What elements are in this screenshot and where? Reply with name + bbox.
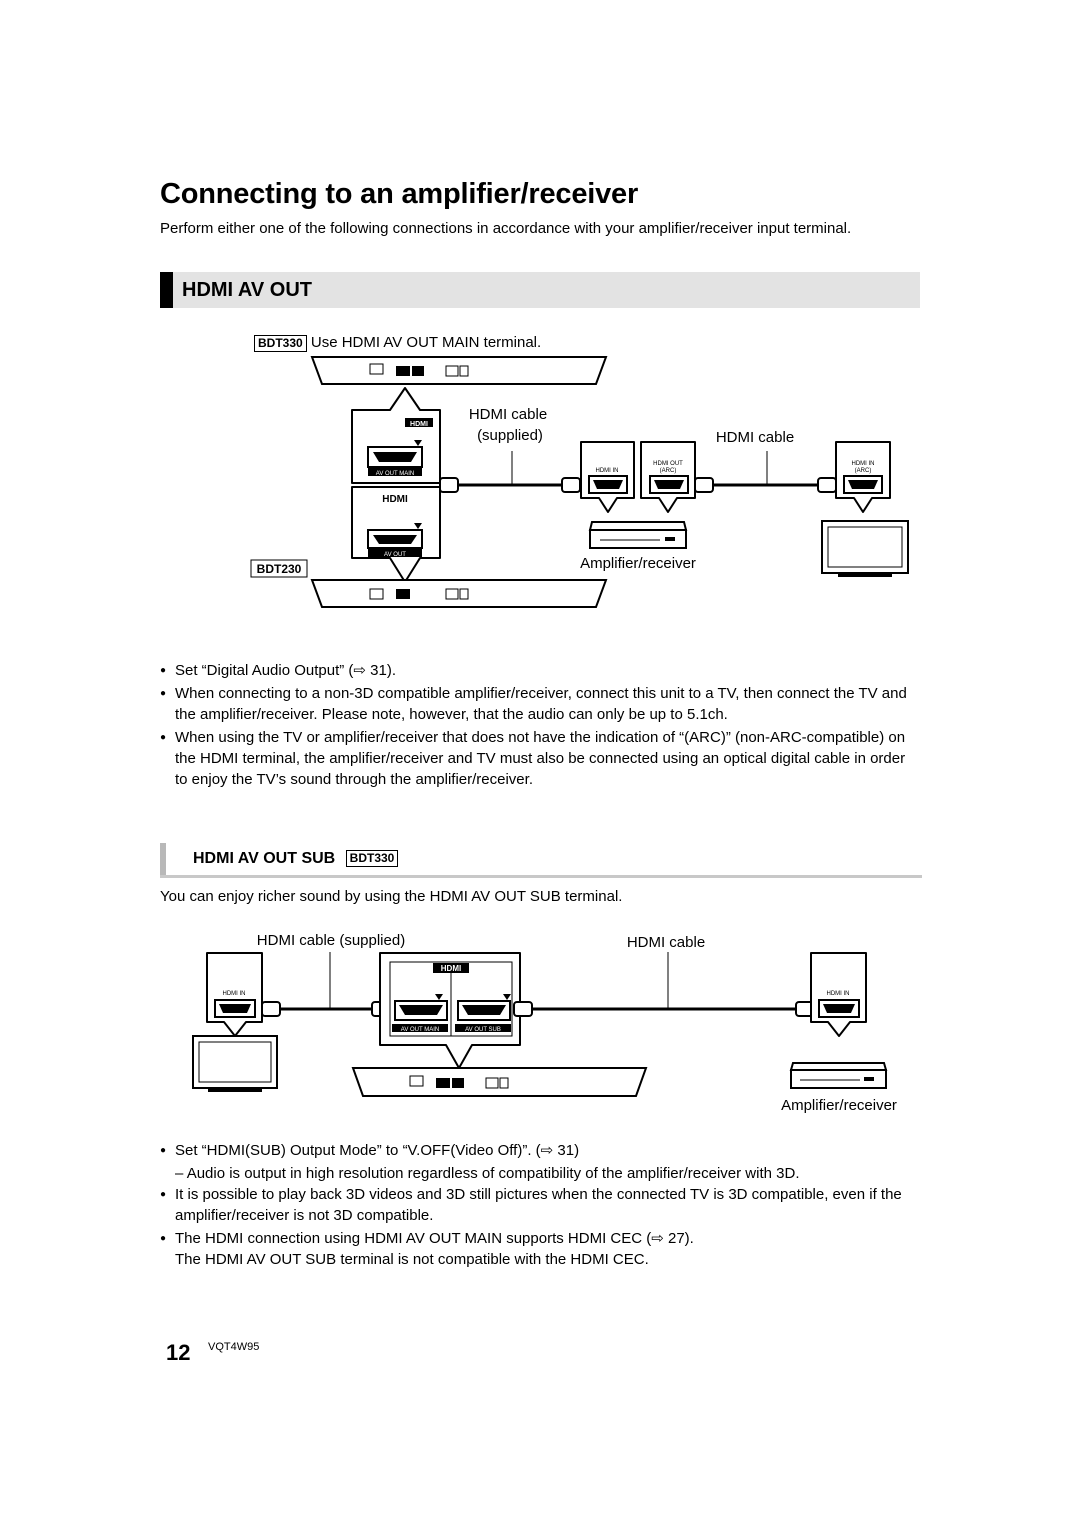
tv-icon-2 [193,1036,277,1092]
dash-note [160,1163,920,1184]
amplifier-icon-2 [791,1063,886,1088]
port-hdmi-out: HDMI OUT [653,461,683,467]
bullet-item: ● The HDMI connection using HDMI AV OUT MAIN supports HDMI CEC (⇨ 27). [160,1228,920,1249]
hdmi-logo-3: HDMI [440,964,462,973]
bullet-item: ● It is possible to play back 3D videos and 3D still pictures when the connected TV is 3D compatible, even if the amplifier/receiver is not 3D compatible. [160,1184,920,1226]
model-tag-bdt330-sub: BDT330 [346,850,399,867]
page-title: Connecting to an amplifier/receiver [160,178,639,210]
port-av-out: AV OUT [384,552,406,558]
cable-label-1: HDMI cable [468,406,548,423]
sub-intro-text: You can enjoy richer sound by using the HDMI AV OUT SUB terminal. [160,888,623,905]
bullet-item: ● When connecting to a non-3D compatible amplifier/receiver, connect this unit to a TV, then connect the TV and the amplifier/receiver. Please note, however, that the audio can only be up to 5.1ch. [160,683,920,725]
hdmi-cable-supplied-2 [262,952,390,1016]
intro-text: Perform either one of the following connections in accordance with your amplifier/receiver input terminal. [160,220,852,237]
amp-label-2: Amplifier/receiver [781,1097,897,1114]
player-bdt330-sub [353,1068,646,1096]
port-arc-tv: (ARC) [854,468,872,474]
port-av-out-main: AV OUT MAIN [375,471,415,477]
dash-note-text: Audio is output in high resolution regardless of compatibility of the amplifier/receiver with 3D. [186,1165,800,1182]
amp-hdmi-in-box-2 [811,953,866,1036]
callout-av-out-main-sub [380,953,520,1068]
section-title-text: HDMI AV OUT SUB [193,850,336,867]
port-hdmi-in-tv-2: HDMI IN [222,991,246,997]
cable-label-2: HDMI cable [715,429,795,446]
tv-hdmi-in-box-2 [207,953,262,1036]
hdmi-logo-2: HDMI [382,494,408,505]
cable-supplied-label-2: HDMI cable (supplied) [256,932,406,949]
port-av-out-main-sub: AV OUT MAIN [400,1027,440,1033]
model-tag-bdt230: BDT230 [256,562,302,576]
amp-label-1: Amplifier/receiver [580,555,696,572]
port-hdmi-in: HDMI IN [595,468,619,474]
page-number: 12 [166,1340,191,1365]
port-hdmi-in-amp: HDMI IN [826,991,850,997]
port-arc: (ARC) [659,468,677,474]
dash-mark: – [175,1165,187,1182]
cec-note: The HDMI AV OUT SUB terminal is not compatible with the HDMI CEC. [175,1251,649,1268]
model-tag-bdt330: BDT330 [254,335,307,352]
bullet-list-2 [160,1140,920,1270]
bullet-item: ● Set “HDMI(SUB) Output Mode” to “V.OFF(Video Off)”. (⇨ 31) [160,1140,920,1161]
bullet-item: ● When using the TV or amplifier/receiver that does not have the indication of “(ARC)” (non-ARC-compatible) on the HDMI terminal, the amplifier/receiver and TV must also be connected using an optical digital cable in order to enjoy the TV’s sound through the amplifier/receiver. [160,727,920,790]
bullet-item: ● Set “Digital Audio Output” (⇨ 31). [160,660,920,681]
cable-label-3: HDMI cable [626,934,706,951]
cable-supplied-label: (supplied) [477,427,543,444]
doc-code: VQT4W95 [208,1341,260,1353]
hdmi-logo-1: HDMI [410,421,428,428]
model-instruction-text: Use HDMI AV OUT MAIN terminal. [310,334,542,351]
hdmi-cable-2 [514,952,814,1016]
port-hdmi-in-tv: HDMI IN [851,461,875,467]
section-title: HDMI AV OUT [182,279,312,301]
port-av-out-sub: AV OUT SUB [465,1027,501,1033]
